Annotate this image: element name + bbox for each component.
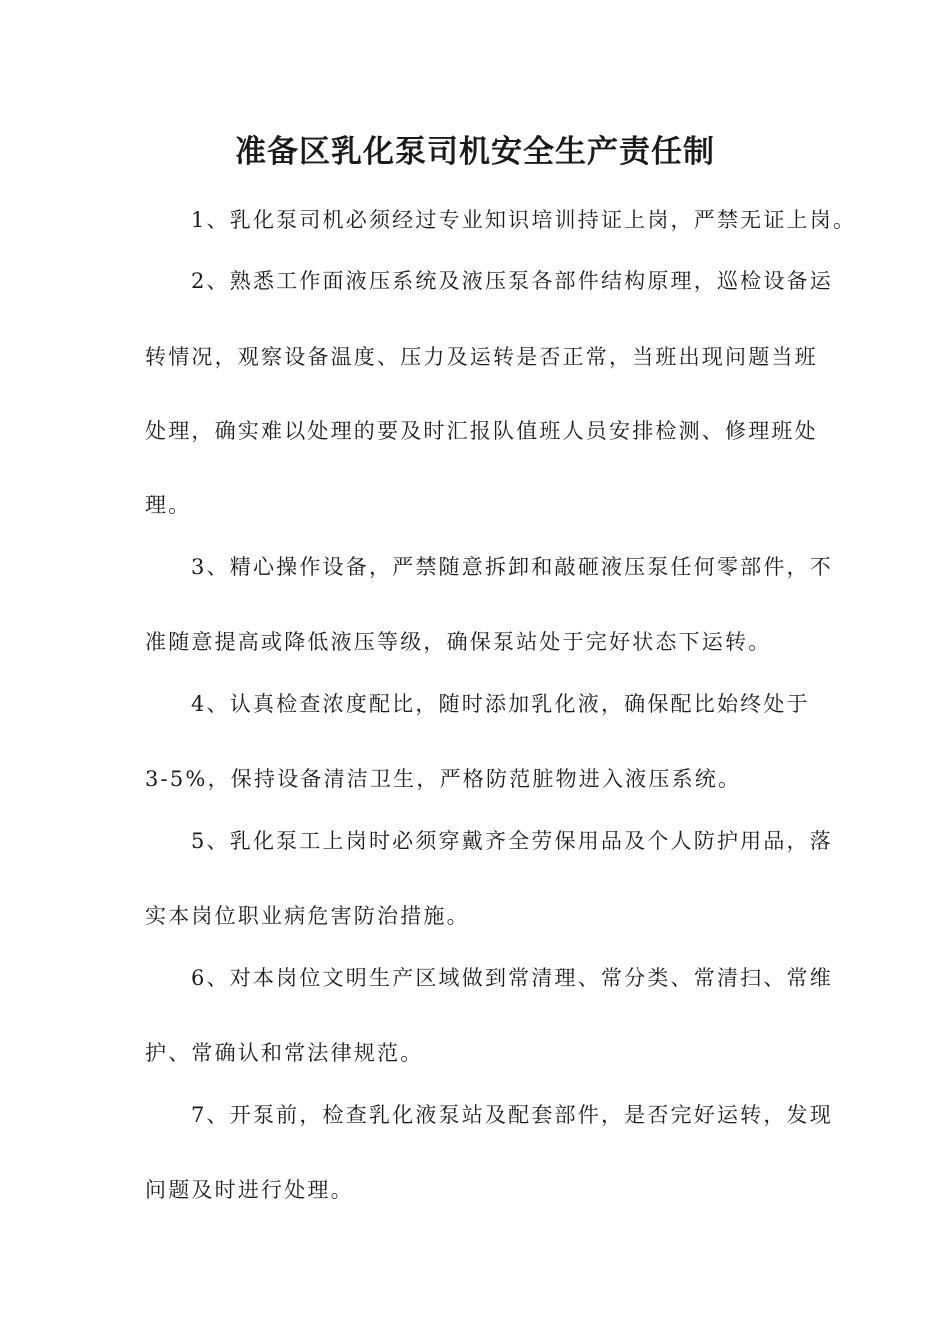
- item-2-line-2: 转情况，观察设备温度、压力及运转是否正常，当班出现问题当班: [145, 345, 818, 369]
- item-2-line-4: 理。: [145, 493, 192, 517]
- item-3-line-1: 3、精心操作设备，严禁随意拆卸和敲砸液压泵任何零部件，不: [191, 555, 833, 579]
- item-7-line-2: 问题及时进行处理。: [145, 1178, 354, 1202]
- document-title: 准备区乳化泵司机安全生产责任制: [235, 134, 715, 170]
- item-4-line-2: 3-5%，保持设备清洁卫生，严格防范脏物进入液压系统。: [145, 767, 742, 791]
- item-5-line-1: 5、乳化泵工上岗时必须穿戴齐全劳保用品及个人防护用品，落: [191, 829, 833, 853]
- item-7-line-1: 7、开泵前，检查乳化液泵站及配套部件，是否完好运转，发现: [191, 1103, 833, 1127]
- item-1-line-1: 1、乳化泵司机必须经过专业知识培训持证上岗，严禁无证上岗。: [191, 208, 857, 232]
- item-6-line-1: 6、对本岗位文明生产区域做到常清理、常分类、常清扫、常维: [191, 966, 833, 990]
- item-6-line-2: 护、常确认和常法律规范。: [145, 1041, 424, 1065]
- item-5-line-2: 实本岗位职业病危害防治措施。: [145, 904, 470, 928]
- item-4-line-1: 4、认真检查浓度配比，随时添加乳化液，确保配比始终处于: [191, 692, 810, 716]
- item-3-line-2: 准随意提高或降低液压等级，确保泵站处于完好状态下运转。: [145, 630, 772, 654]
- item-2-line-1: 2、熟悉工作面液压系统及液压泵各部件结构原理，巡检设备运: [191, 269, 833, 293]
- item-2-line-3: 处理，确实难以处理的要及时汇报队值班人员安排检测、修理班处: [145, 419, 818, 443]
